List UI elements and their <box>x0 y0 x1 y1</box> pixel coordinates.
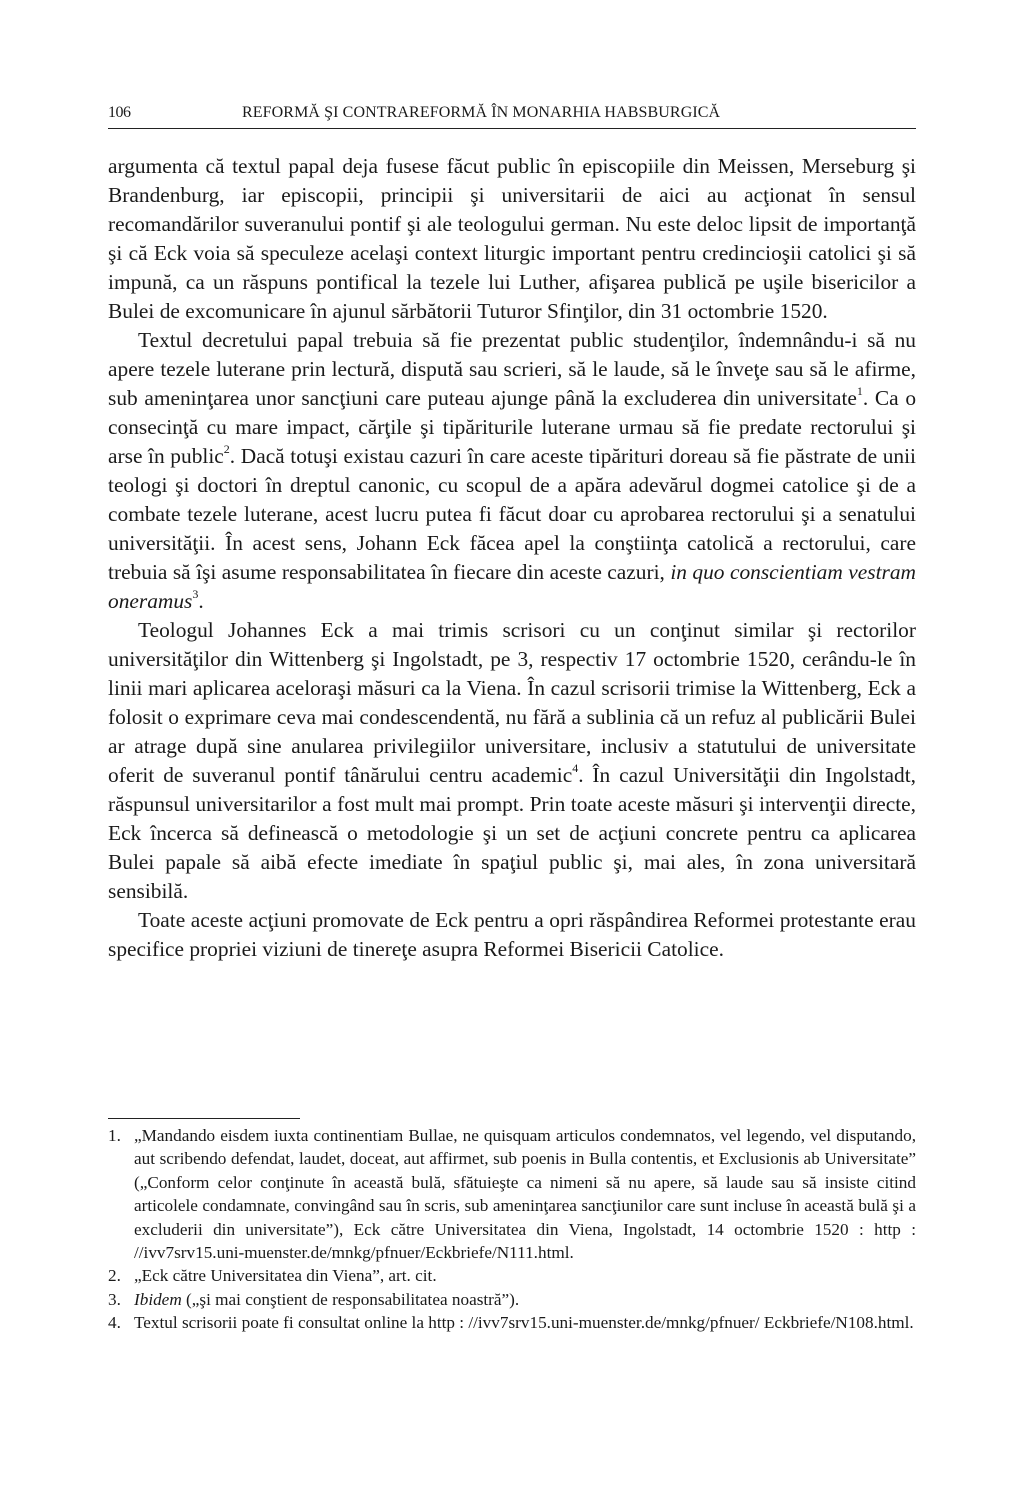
paragraph-1: argumenta că textul papal deja fusese făcut public în episcopiile din Meissen, Merseburg şi Brandenburg, iar episcopii, principii şi universitarii de aici au acţionat în sensul recomandărilor suveranului pontif şi ale teologului german. Nu este deloc lipsit de importanţă şi că Eck voia să speculeze acelaşi context liturgic important pentru credincioşii catolici şi să impună, ca un răspuns pontifical la tezele lui Luther, afişarea publică pe uşile bisericilor a Bulei de excomunicare în ajunul sărbătorii Tuturor Sfinţilor, din 31 octombrie 1520. <box>108 154 916 323</box>
footnote-text <box>134 1288 916 1311</box>
footnote-ref-1: 1 <box>856 383 863 398</box>
paragraph-2-text-b: . Ca o consecinţă cu mare impact, cărţile şi tipăriturile luterane urmau să fie predate rectorului şi arse în public <box>108 386 917 468</box>
paragraph-3 <box>108 616 916 906</box>
paragraph-4: Toate aceste acţiuni promovate de Eck pentru a opri răspândirea Reformei protestante erau specifice propriei viziuni de tinereţe asupra Reformei Bisericii Catolice. <box>108 908 916 961</box>
footnotes <box>108 1124 916 1335</box>
paragraph-2-text-d: . <box>198 589 204 613</box>
paragraph-2-text-a: Textul decretului papal trebuia să fie prezentat public studenţilor, îndemnându-i să nu apere tezele luterane prin lectură, dispută sau scrieri, să le laude, să le înveţe sau să le afirme, sub ameninţarea unor sancţiuni care puteau ajunge până la excluderea din universitate <box>108 328 916 410</box>
running-title: REFORMĂ ŞI CONTRAREFORMĂ ÎN MONARHIA HABSBURGICĂ <box>242 104 721 121</box>
footnote-separator <box>108 1118 300 1119</box>
paragraph-3-text-a: Teologul Johannes Eck a mai trimis scrisori cu un conţinut similar şi rectorilor universităţilor din Wittenberg şi Ingolstadt, pe 3, respectiv 17 octombrie 1520, cerându-le în linii mari aplicarea aceloraşi măsuri ca la Viena. În cazul scrisorii trimise la Wittenberg, Eck a folosit o exprimare ceva mai condescendentă, nu fără a sublinia că un refuz al publicării Bulei ar atrage după sine anularea privilegiilor universitare, inclusiv a statutului de universitate oferit de suveranul pontif tânărului centru academic <box>108 618 916 787</box>
footnote-number: 4. <box>108 1313 121 1333</box>
body-text <box>108 152 916 964</box>
paragraph-3-text-b: . În cazul Universităţii din Ingolstadt, răspunsul universitarilor a fost mult mai prompt. Prin toate aceste măsuri şi intervenţii directe, Eck încerca să definească o metodologie şi un set de acţiuni concrete pentru ca aplicarea Bulei papale să aibă efecte imediate în spaţiul public şi, mai ales, în zona universitară sensibilă. <box>108 763 916 903</box>
footnote-text-rest: („şi mai conştient de responsabilitatea noastră”). <box>181 1289 520 1309</box>
paragraph-2-text-c: . Dacă totuşi existau cazuri în care aceste tipărituri doreau să fie păstrate de unii teologi şi doctori în dreptul canonic, cu scopul de a apăra adevărul dogmei catolice şi de a combate tezele luterane, acest lucru putea fi făcut doar cu aprobarea rectorului şi a senatului universităţii. În acest sens, Johann Eck făcea apel la conştiinţa catolică a rectorului, care trebuia să îşi asume responsabilitatea în fiecare din aceste cazuri, <box>108 444 916 584</box>
footnote-text: „Eck către Universitatea din Viena”, art. cit. <box>134 1266 437 1286</box>
footnote-ref-2: 2 <box>223 441 230 456</box>
footnote-ref-3: 3 <box>192 586 199 601</box>
latin-quote: in quo conscientiam vestram oneramus <box>108 560 916 613</box>
footnote-text: „Mandando eisdem iuxta continentiam Bullae, ne quisquam articulos condemnatos, vel legendo, vel disputando, aut scribendo defendat, laudet, doceat, aut affirmet, sub poenis in Bulla contentis, et Exclusionis ab Universitate” („Conform celor conţinute în această bulă, sfătuieşte ca nimeni să nu apere, să laude sau să insiste citind articolele condamnate, convingând sau în scris, sub ameninţarea sancţiunilor care sunt incluse în această bulă şi a excluderii din universitate”), Eck către Universitatea din Viena, Ingolstadt, 14 octombrie 1520 : http : //ivv7srv15.uni-muenster.de/mnkg/pfnuer/Eckbriefe/N111.html. <box>134 1126 916 1263</box>
footnote-number: 2. <box>108 1266 121 1286</box>
footnote-number: 1. <box>108 1126 121 1145</box>
footnote-italic: Ibidem <box>134 1289 182 1309</box>
footnote-4 <box>108 1311 916 1334</box>
footnote-2 <box>108 1264 916 1287</box>
footnote-1 <box>108 1124 916 1264</box>
footnote-3 <box>108 1288 916 1311</box>
footnote-ref-4: 4 <box>572 760 579 775</box>
footnote-text: Textul scrisorii poate fi consultat online la http : //ivv7srv15.uni-muenster.de/mnkg/pfnuer/ Eckbriefe/N108.html. <box>134 1313 914 1333</box>
page-number: 106 <box>108 104 131 121</box>
paragraph-2 <box>108 326 916 616</box>
running-header <box>108 104 916 129</box>
footnote-number: 3. <box>108 1289 121 1309</box>
